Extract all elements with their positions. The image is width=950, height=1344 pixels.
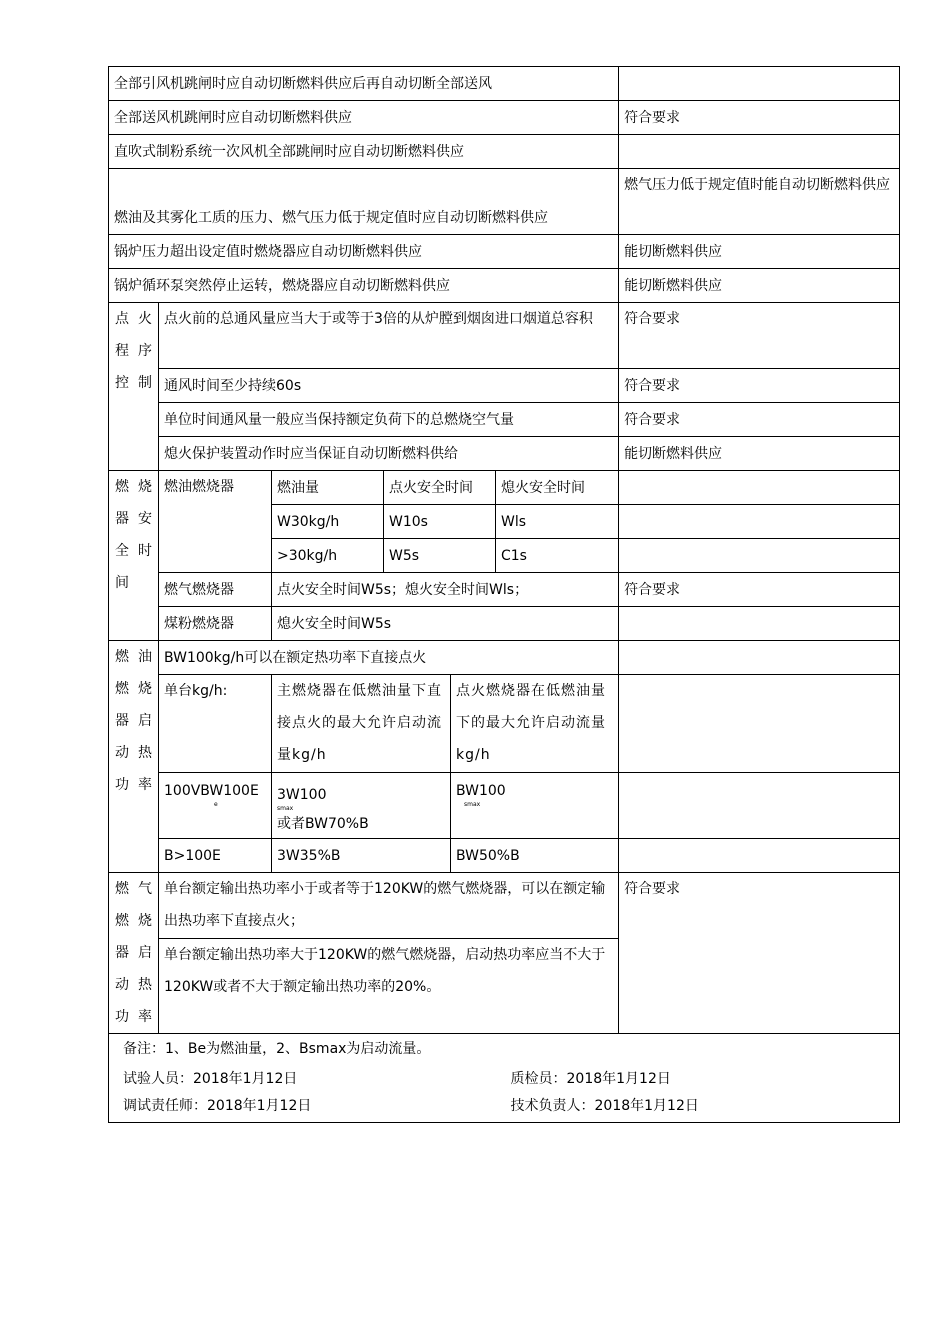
data-cell: 100VBW100E e xyxy=(159,773,272,839)
table-row xyxy=(109,135,900,169)
result-cell: 能切断燃料供应 xyxy=(619,437,900,471)
result-cell xyxy=(619,67,900,101)
gas-burner-label: 燃气燃烧器 xyxy=(159,573,272,607)
result-cell: 符合要求 xyxy=(619,101,900,135)
item-cell: 单台额定输出热功率小于或者等于120KW的燃气燃烧器，可以在额定输出热功率下直接点火； xyxy=(159,873,619,939)
data-cell: C1s xyxy=(496,539,619,573)
result-cell xyxy=(619,773,900,839)
result-cell: 符合要求 xyxy=(619,303,900,369)
oil-burner-label: 燃油燃烧器 xyxy=(159,471,272,573)
table-row xyxy=(109,1094,900,1122)
data-cell: W30kg/h xyxy=(272,505,384,539)
coal-burner-label: 煤粉燃烧器 xyxy=(159,607,272,641)
result-cell xyxy=(619,641,900,675)
item-cell: 锅炉压力超出设定值时燃烧器应自动切断燃料供应 xyxy=(109,235,619,269)
header-cell: 主燃烧器在低燃油量下直接点火的最大允许启动流量kg/h xyxy=(272,675,451,773)
table-row xyxy=(109,437,900,471)
table-row xyxy=(109,235,900,269)
table-row xyxy=(109,675,900,773)
qc-signature: 质检员：2018年1月12日 xyxy=(496,1064,900,1094)
result-cell: 能切断燃料供应 xyxy=(619,269,900,303)
result-cell: 符合要求 xyxy=(619,403,900,437)
item-cell: 通风时间至少持续60s xyxy=(159,369,619,403)
data-cell: Wls xyxy=(496,505,619,539)
table-row xyxy=(109,269,900,303)
data-cell: W10s xyxy=(384,505,496,539)
section-safety-time-label: 燃 烧 器 安 全 时 间 xyxy=(109,471,159,641)
inspection-table xyxy=(108,66,900,1123)
tech-signature: 技术负责人：2018年1月12日 xyxy=(496,1094,900,1122)
item-cell: 全部送风机跳闸时应自动切断燃料供应 xyxy=(109,101,619,135)
result-cell: 符合要求 xyxy=(619,573,900,607)
item-cell: 全部引风机跳闸时应自动切断燃料供应后再自动切断全部送风 xyxy=(109,67,619,101)
table-row xyxy=(109,303,900,369)
item-cell: 点火前的总通风量应当大于或等于3倍的从炉膛到烟囱进口烟道总容积 xyxy=(159,303,619,369)
table-row xyxy=(109,369,900,403)
item-cell: 锅炉循环泵突然停止运转，燃烧器应自动切断燃料供应 xyxy=(109,269,619,303)
section-oil-start-label: 燃 油 燃 烧 器 启 动 热 功率 xyxy=(109,641,159,873)
inspection-table-document xyxy=(108,66,899,1123)
item-cell: 直吹式制粉系统一次风机全部跳闸时应自动切断燃料供应 xyxy=(109,135,619,169)
tester-signature: 试验人员：2018年1月12日 xyxy=(109,1064,496,1094)
result-cell xyxy=(619,675,900,773)
data-cell: 点火安全时间W5s；熄火安全时间Wls； xyxy=(272,573,619,607)
table-row xyxy=(109,641,900,675)
data-cell: >30kg/h xyxy=(272,539,384,573)
data-cell: W5s xyxy=(384,539,496,573)
header-cell: 点火安全时间 xyxy=(384,471,496,505)
table-row xyxy=(109,607,900,641)
header-cell: 点火燃烧器在低燃油量下的最大允许启动流量kg/h xyxy=(451,675,619,773)
header-cell: 熄火安全时间 xyxy=(496,471,619,505)
result-cell xyxy=(619,839,900,873)
result-cell xyxy=(619,607,900,641)
section-gas-start-label: 燃 气 燃 烧 器 启 动 热 功率 xyxy=(109,873,159,1034)
item-cell: 燃油及其雾化工质的压力、燃气压力低于规定值时应自动切断燃料供应 xyxy=(109,169,619,235)
result-cell: 能切断燃料供应 xyxy=(619,235,900,269)
table-row xyxy=(109,471,900,505)
header-cell: 燃油量 xyxy=(272,471,384,505)
note-cell: 备注：1、Be为燃油量，2、Bsmax为启动流量。 xyxy=(109,1034,900,1065)
data-cell: 熄火安全时间W5s xyxy=(272,607,619,641)
table-row xyxy=(109,67,900,101)
result-cell: 符合要求 xyxy=(619,873,900,1034)
table-row xyxy=(109,101,900,135)
table-row xyxy=(109,169,900,235)
result-cell xyxy=(619,135,900,169)
result-cell xyxy=(619,539,900,573)
data-cell: 3W35%B xyxy=(272,839,451,873)
item-cell: 单位时间通风量一般应当保持额定负荷下的总燃烧空气量 xyxy=(159,403,619,437)
result-cell xyxy=(619,505,900,539)
item-cell: 单台额定输出热功率大于120KW的燃气燃烧器，启动热功率应当不大于120KW或者不大于额定输出热功率的20%。 xyxy=(159,939,619,1034)
table-row xyxy=(109,839,900,873)
data-cell: BW100 smax xyxy=(451,773,619,839)
item-cell: BW100kg/h可以在额定热功率下直接点火 xyxy=(159,641,619,675)
table-row xyxy=(109,403,900,437)
table-row xyxy=(109,873,900,939)
table-row xyxy=(109,1034,900,1065)
header-cell: 单台kg/h: xyxy=(159,675,272,773)
table-row xyxy=(109,1064,900,1094)
table-row xyxy=(109,773,900,839)
data-cell: B>100E xyxy=(159,839,272,873)
debug-signature: 调试责任师：2018年1月12日 xyxy=(109,1094,496,1122)
result-cell xyxy=(619,471,900,505)
data-cell: BW50%B xyxy=(451,839,619,873)
item-cell: 熄火保护装置动作时应当保证自动切断燃料供给 xyxy=(159,437,619,471)
result-cell: 燃气压力低于规定值时能自动切断燃料供应 xyxy=(619,169,900,235)
table-row xyxy=(109,573,900,607)
data-cell: 3W100 smax 或者BW70%B xyxy=(272,773,451,839)
section-ignition-label: 点 火 程 序 控制 xyxy=(109,303,159,471)
result-cell: 符合要求 xyxy=(619,369,900,403)
